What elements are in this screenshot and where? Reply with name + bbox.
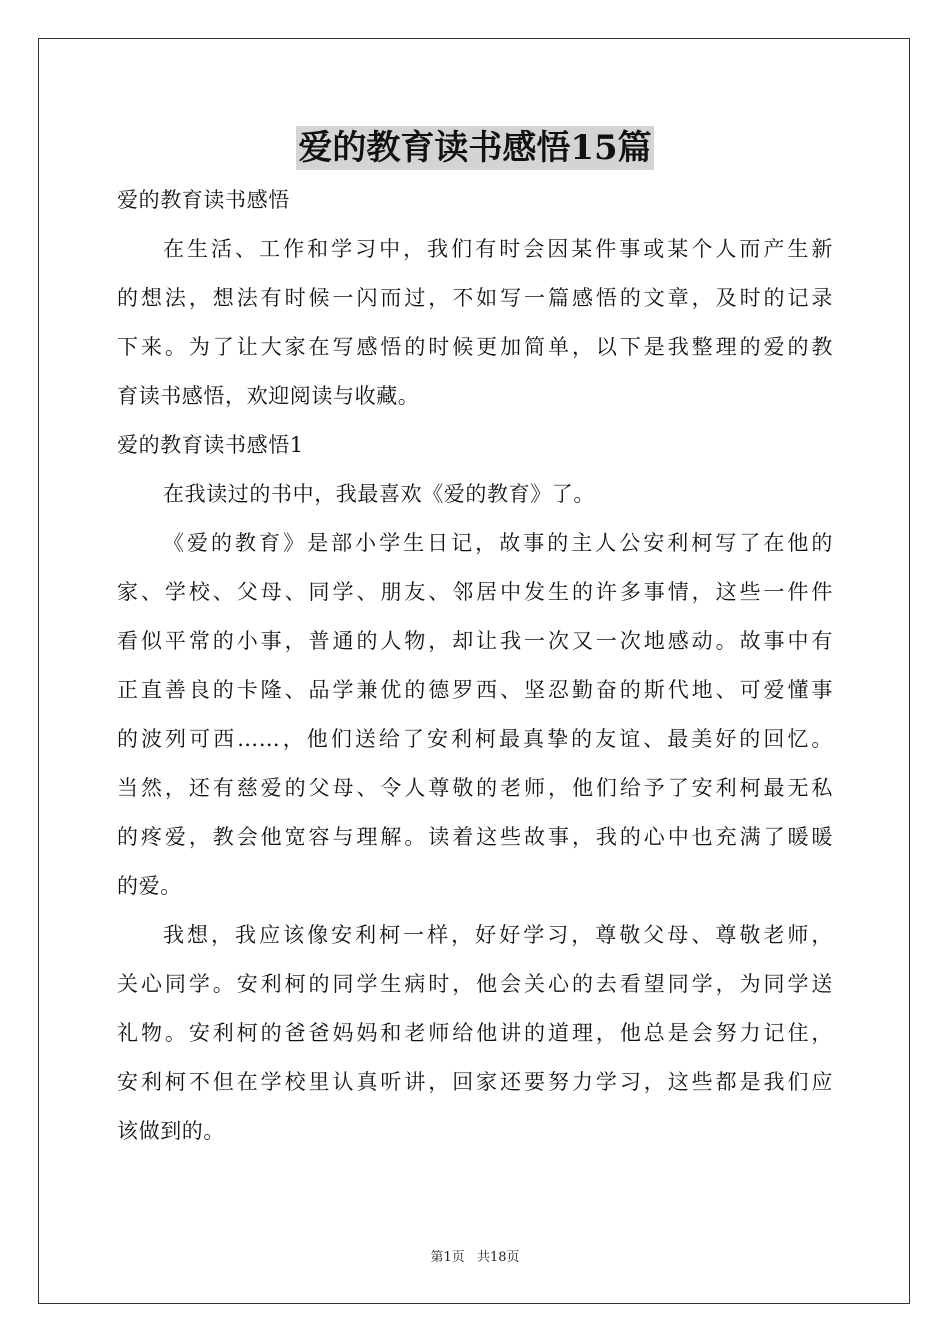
paragraph-line: 关心同学。安利柯的同学生病时，他会关心的去看望同学，为同学送 xyxy=(117,972,833,996)
paragraph-line: 我想，我应该像安利柯一样，好好学习，尊敬父母、尊敬老师， xyxy=(163,923,833,947)
document-title: 爱的教育读书感悟15篇 xyxy=(298,128,652,168)
paragraph-line: 的想法，想法有时候一闪而过，不如写一篇感悟的文章，及时的记录 xyxy=(117,286,833,310)
page-number: 第1页 xyxy=(430,1250,465,1265)
paragraph-line: 在我读过的书中，我最喜欢《爱的教育》了。 xyxy=(163,482,595,506)
paragraph-line: 《爱的教育》是部小学生日记，故事的主人公安利柯写了在他的 xyxy=(163,531,833,555)
paragraph-line: 看似平常的小事，普通的人物，却让我一次又一次地感动。故事中有 xyxy=(117,629,833,653)
intro-heading: 爱的教育读书感悟 xyxy=(117,188,290,212)
paragraph-line: 的爱。 xyxy=(117,874,182,898)
paragraph-line: 的波列可西……，他们送给了安利柯最真挚的友谊、最美好的回忆。 xyxy=(117,727,833,751)
section-heading: 爱的教育读书感悟1 xyxy=(117,433,304,457)
paragraph-line: 在生活、工作和学习中，我们有时会因某件事或某个人而产生新 xyxy=(163,237,833,261)
title-container xyxy=(0,126,950,170)
page-footer xyxy=(0,1246,950,1265)
paragraph-line: 礼物。安利柯的爸爸妈妈和老师给他讲的道理，他总是会努力记住， xyxy=(117,1021,833,1045)
paragraph-line: 育读书感悟，欢迎阅读与收藏。 xyxy=(117,384,420,408)
paragraph-line: 下来。为了让大家在写感悟的时候更加简单，以下是我整理的爱的教 xyxy=(117,335,833,359)
paragraph-line: 当然，还有慈爱的父母、令人尊敬的老师，他们给予了安利柯最无私 xyxy=(117,776,833,800)
paragraph-line: 家、学校、父母、同学、朋友、邻居中发生的许多事情，这些一件件 xyxy=(117,580,833,604)
paragraph-line: 的疼爱，教会他宽容与理解。读着这些故事，我的心中也充满了暖暖 xyxy=(117,825,833,849)
paragraph-line: 安利柯不但在学校里认真听讲，回家还要努力学习，这些都是我们应 xyxy=(117,1070,833,1094)
document-body xyxy=(117,176,833,1156)
page-total: 共18页 xyxy=(476,1250,520,1265)
paragraph-line: 正直善良的卡隆、品学兼优的德罗西、坚忍勤奋的斯代地、可爱懂事 xyxy=(117,678,833,702)
paragraph-line: 该做到的。 xyxy=(117,1119,225,1143)
